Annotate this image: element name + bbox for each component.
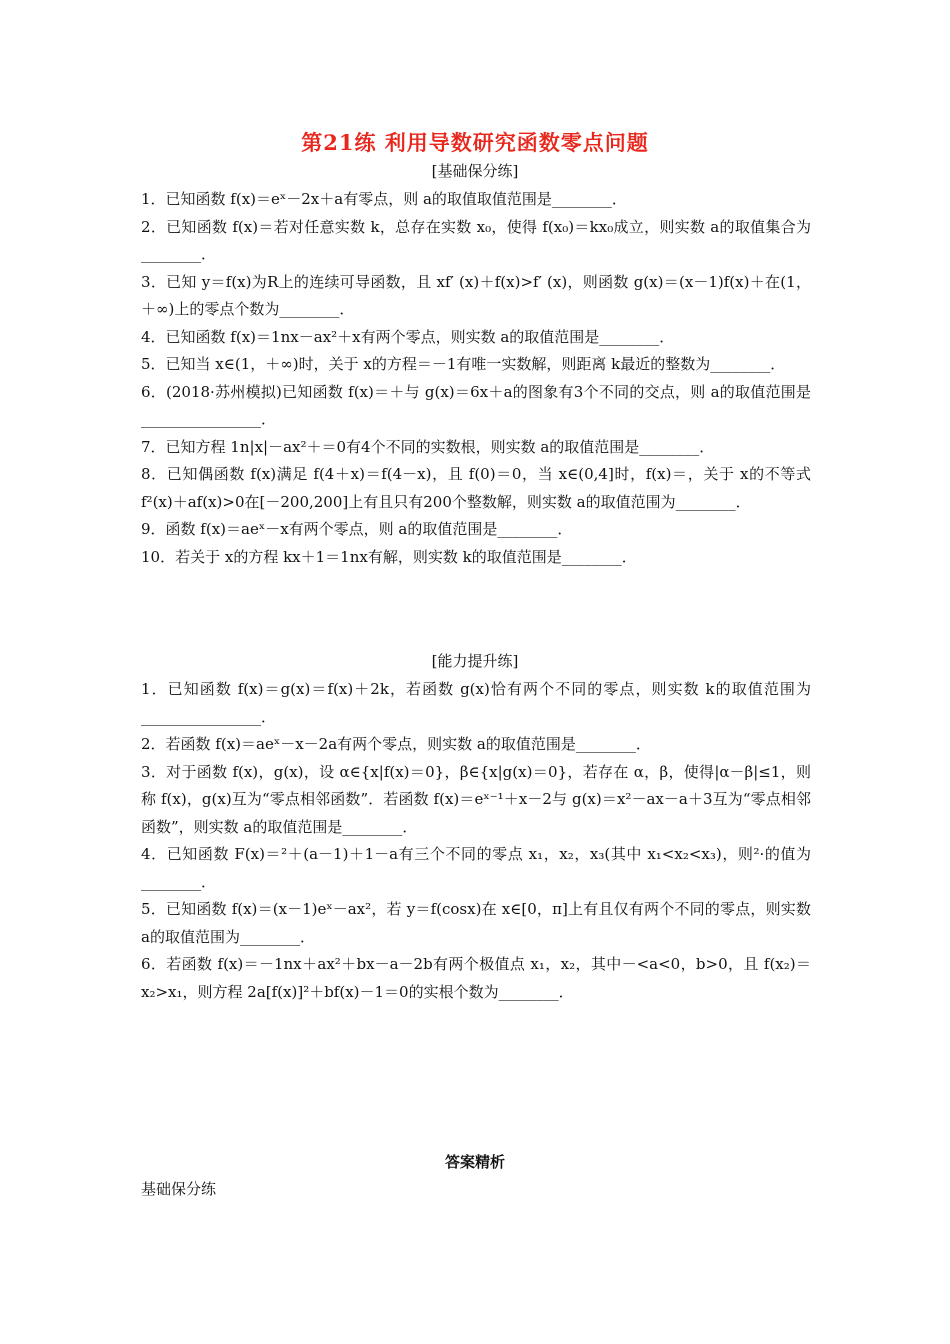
problem-item: 1．已知函数 f(x)＝g(x)＝f(x)＋2k，若函数 g(x)恰有两个不同的零点，则实数 k的取值范围为________________． <box>141 680 811 726</box>
problem-item: 1．已知函数 f(x)＝eˣ－2x＋a有零点，则 a的取值取值范围是________． <box>141 190 627 208</box>
problem-item: 2．若函数 f(x)＝aeˣ－x－2a有两个零点，则实数 a的取值范围是________． <box>141 735 651 753</box>
answers-subheading: 基础保分练 <box>141 1180 217 1198</box>
problem-item: 4．已知函数 F(x)＝²＋(a－1)＋1－a有三个不同的零点 x₁，x₂，x₃(其中 x₁<x₂<x₃)，则²·的值为________． <box>141 845 811 891</box>
problem-item: 2．已知函数 f(x)＝若对任意实数 k，总存在实数 x₀，使得 f(x₀)＝kx₀成立，则实数 a的取值集合为________． <box>141 217 811 263</box>
problem-item: 5．已知函数 f(x)＝(x－1)eˣ－ax²，若 y＝f(cosx)在 x∈[0，π]上有且仅有两个不同的零点，则实数 a的取值范围为________． <box>141 900 811 946</box>
problem-item: 7．已知方程 1n|x|－ax²＋＝0有4个不同的实数根，则实数 a的取值范围是________． <box>141 437 715 456</box>
section-heading-ability: [能力提升练] <box>431 652 519 670</box>
problem-item: 6．(2018·苏州模拟)已知函数 f(x)＝＋与 g(x)＝6x＋a的图象有3个不同的交点，则 a的取值范围是________________． <box>141 382 811 428</box>
problem-item: 3．已知 y＝f(x)为R上的连续可导函数，且 xf′ (x)＋f(x)>f′ (x)，则函数 g(x)＝(x－1)f(x)＋在(1，＋∞)上的零点个数为________． <box>141 272 811 318</box>
page-title: 第21练 利用导数研究函数零点问题 <box>301 130 649 155</box>
answers-heading: 答案精析 <box>444 1153 505 1171</box>
problem-item: 3．对于函数 f(x)，g(x)，设 α∈{x|f(x)＝0}，β∈{x|g(x)＝0}，若存在 α，β，使得|α－β|≤1，则称 f(x)，g(x)互为“零点相邻函数”．若函数 f(x)＝eˣ⁻¹＋x－2与 g(x)＝x²－ax－a＋3互为“零点相邻函数”，则实数 a的取值范围是________． <box>141 762 811 836</box>
section-heading-basic: [基础保分练] <box>431 162 519 180</box>
ability-problem-list <box>141 676 811 1006</box>
problem-item: 5．已知当 x∈(1，＋∞)时，关于 x的方程＝－1有唯一实数解，则距离 k最近的整数为________． <box>141 355 786 373</box>
problem-item: 6．若函数 f(x)＝－1nx＋ax²＋bx－a－2b有两个极值点 x₁，x₂，其中－<a<0，b>0，且 f(x₂)＝x₂>x₁，则方程 2a[f(x)]²＋bf(x)－1＝0的实根个数为________． <box>141 955 811 1001</box>
problem-item: 8．已知偶函数 f(x)满足 f(4＋x)＝f(4－x)，且 f(0)＝0，当 x∈(0,4]时，f(x)＝，关于 x的不等式 f²(x)＋af(x)>0在[－200,200]上有且只有200个整数解，则实数 a的取值范围为________． <box>141 465 811 511</box>
basic-problem-list <box>141 186 811 571</box>
problem-item: 4．已知函数 f(x)＝1nx－ax²＋x有两个零点，则实数 a的取值范围是________． <box>141 327 675 346</box>
problem-item: 10．若关于 x的方程 kx＋1＝1nx有解，则实数 k的取值范围是________． <box>141 547 637 566</box>
problem-item: 9．函数 f(x)＝aeˣ－x有两个零点，则 a的取值范围是________． <box>141 520 573 538</box>
